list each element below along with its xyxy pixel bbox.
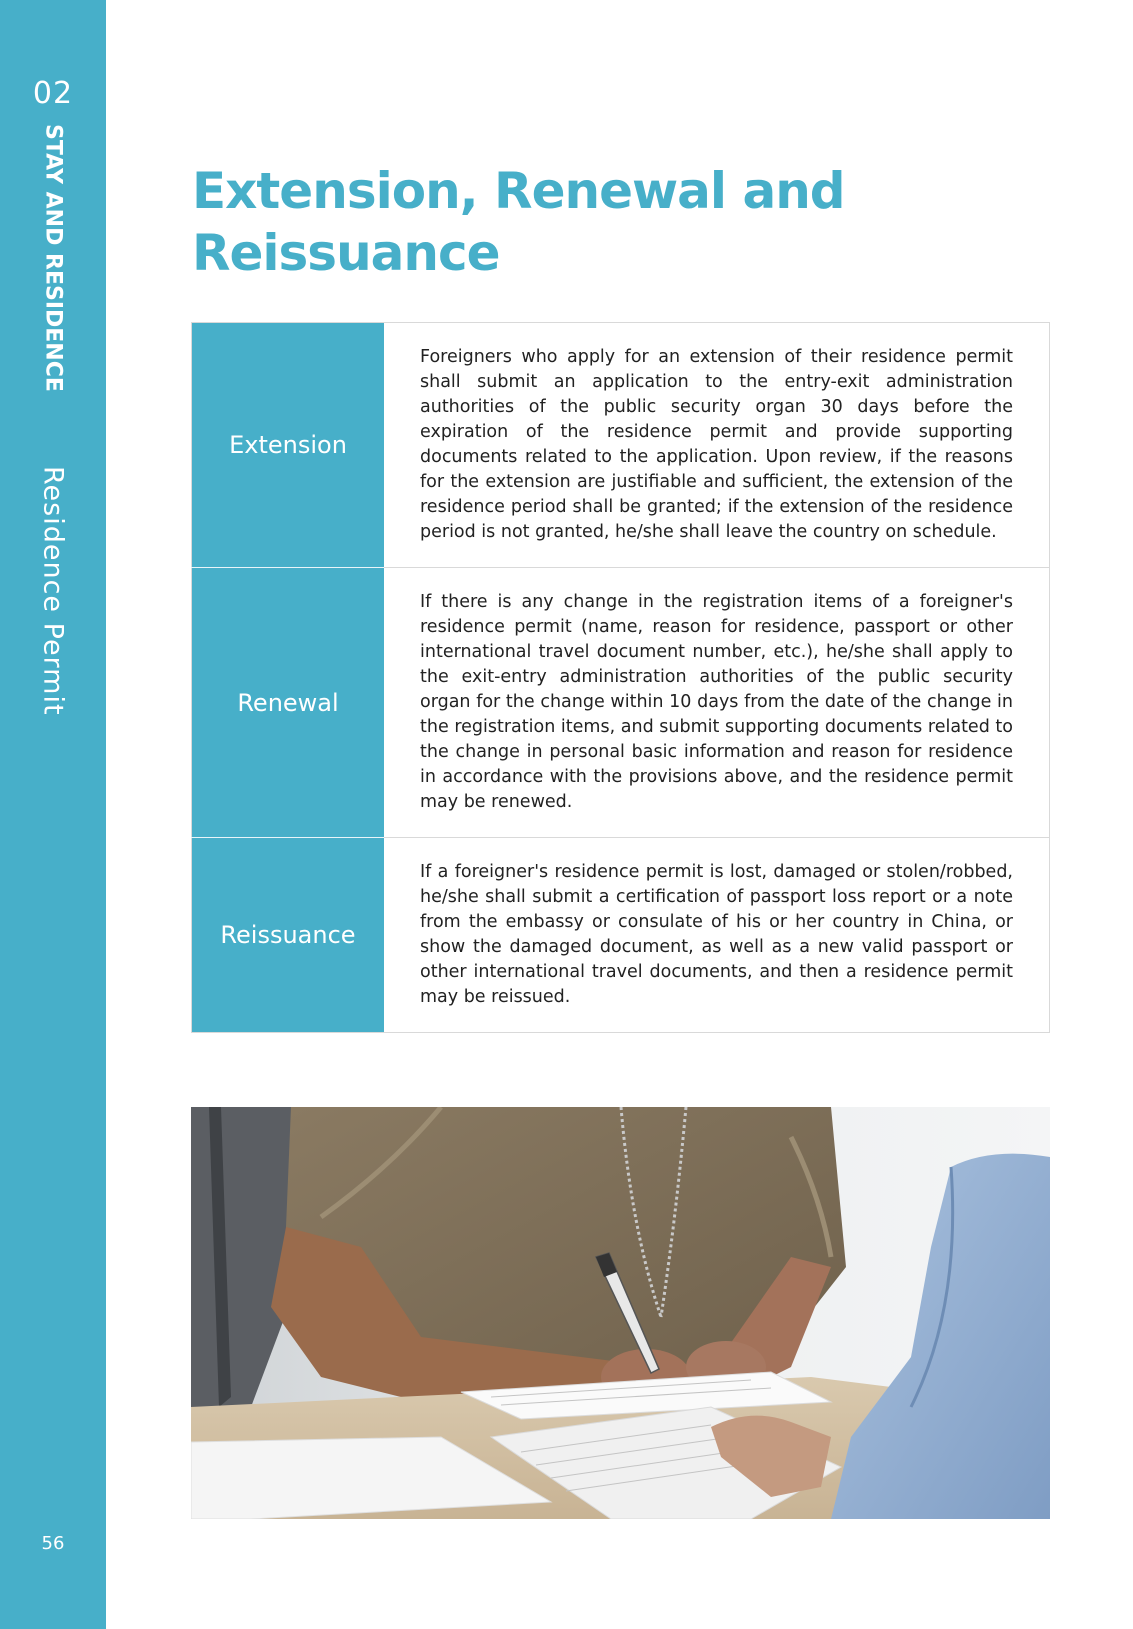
- photo-person-signing-document: [191, 1107, 1050, 1519]
- side-band: [0, 0, 106, 1629]
- row-text-renewal: If there is any change in the registration items of a foreigner's residence permit (name, reason for residence, passport or other international travel document number, etc.), he/she shall apply to the exit-entry administration authorities of the public security organ for the change within 10 days from the date of the change in the registration items, and submit supporting documents related to the change in personal basic information and reason for residence in accordance with the provisions above, and the residence permit may be renewed.: [384, 568, 1050, 838]
- row-label-renewal: Renewal: [192, 568, 385, 838]
- page-title-line2: Reissuance: [192, 224, 500, 282]
- section-number: 02: [32, 76, 74, 111]
- page-title: [192, 160, 1072, 284]
- row-label-extension: Extension: [192, 323, 385, 568]
- table-row: [192, 323, 1050, 568]
- row-label-reissuance: Reissuance: [192, 838, 385, 1033]
- page-title-line1: Extension, Renewal and: [192, 162, 845, 220]
- table-row: [192, 838, 1050, 1033]
- section-title: [41, 124, 66, 392]
- chapter-title: Residence Permit: [37, 466, 69, 716]
- section-title-text: STAY AND RESIDENCE: [40, 124, 66, 392]
- photo-illustration: [191, 1107, 1050, 1519]
- table-row: [192, 568, 1050, 838]
- info-table: [191, 322, 1050, 1033]
- row-text-extension: Foreigners who apply for an extension of their residence permit shall submit an application to the entry-exit administration authorities of the public security organ 30 days before the expiration of the residence permit and provide supporting documents related to the application. Upon review, if the reasons for the extension are justifiable and sufficient, the extension of the residence period shall be granted; if the extension of the residence period is not granted, he/she shall leave the country on schedule.: [384, 323, 1050, 568]
- page-number: 56: [41, 1533, 65, 1554]
- row-text-reissuance: If a foreigner's residence permit is lost, damaged or stolen/robbed, he/she shall submit a certification of passport loss report or a note from the embassy or consulate of his or her country in China, or show the damaged document, as well as a new valid passport or other international travel documents, and then a residence permit may be reissued.: [384, 838, 1050, 1033]
